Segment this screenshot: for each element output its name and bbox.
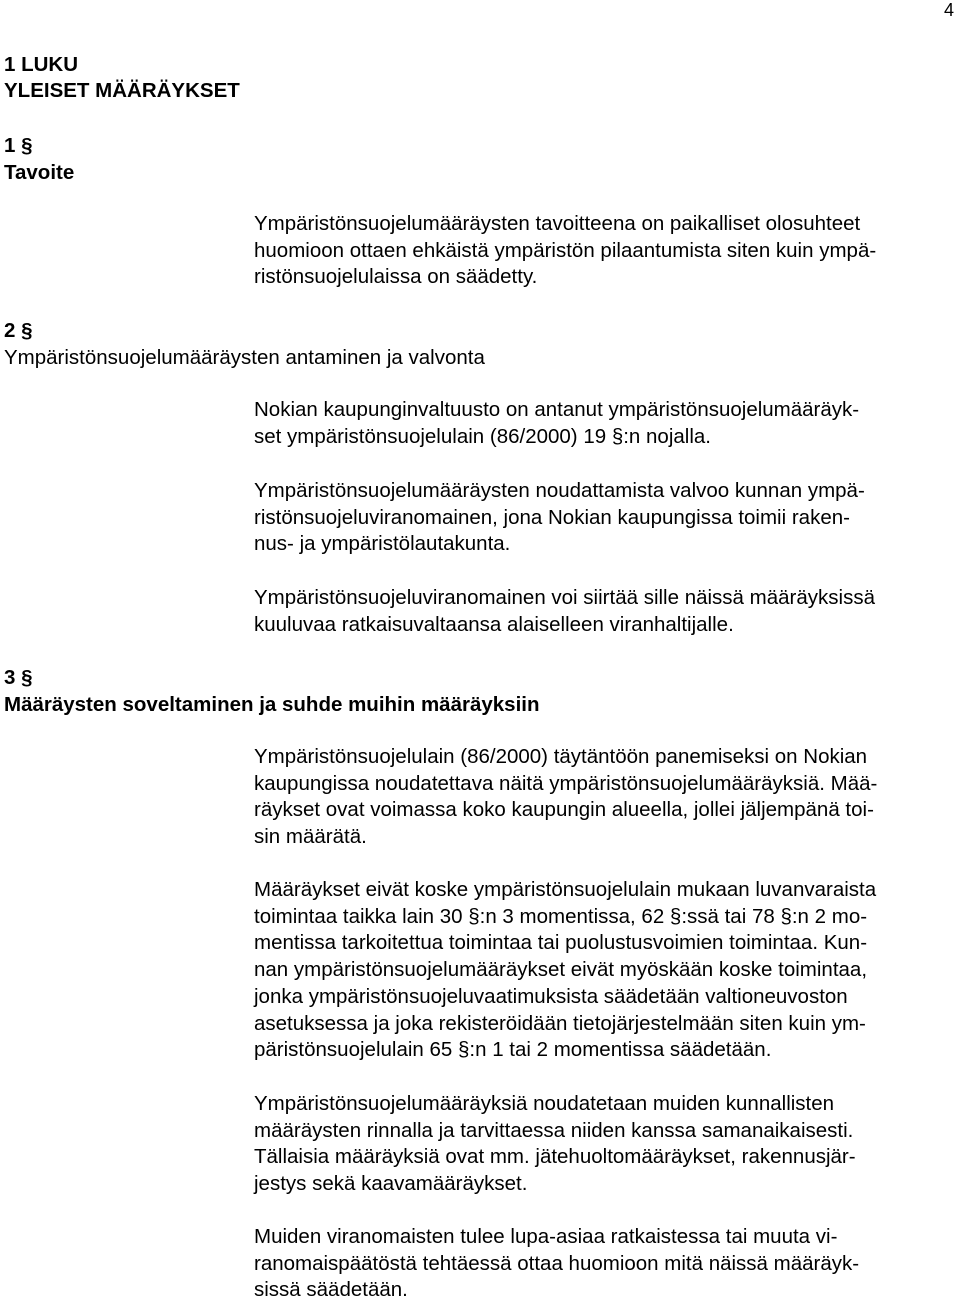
section-1-heading	[4, 132, 74, 186]
text-line: ranomaispäätöstä tehtäessä ottaa huomioon mitä näissä määräyk-	[254, 1251, 860, 1275]
section-2-paragraph-3	[254, 585, 875, 638]
section-3-heading	[4, 664, 539, 718]
text-line: toimintaa taikka lain 30 §:n 3 momentissa, 62 §:ssä tai 78 §:n 2 mo-	[254, 904, 868, 928]
section-3-paragraph-4	[254, 1224, 859, 1304]
chapter-number: 1 LUKU	[4, 53, 79, 76]
text-line: ristönsuojelulaissa on säädetty.	[254, 265, 538, 289]
text-line: Ympäristönsuojelumääräysten tavoitteena on paikalliset olosuhteet	[254, 212, 861, 235]
text-line: Ympäristönsuojelumääräyksiä noudatetaan muiden kunnallisten	[254, 1092, 835, 1115]
text-line: Määräykset eivät koske ympäristönsuojelulain mukaan luvanvaraista	[254, 878, 877, 901]
text-line: määräysten rinnalla ja tarvittaessa niiden kanssa samanaikaisesti.	[254, 1118, 854, 1142]
chapter-title: YLEISET MÄÄRÄYKSET	[4, 79, 240, 102]
section-number: 1 §	[4, 134, 33, 157]
text-line: huomioon ottaen ehkäistä ympäristön pilaantumista siten kuin ympä-	[254, 238, 877, 262]
text-line: asetuksessa ja joka rekisteröidään tietojärjestelmään siten kuin ym-	[254, 1011, 866, 1035]
section-number: 3 §	[4, 666, 33, 689]
text-line: mentissa tarkoitettua toimintaa tai puolustusvoimien toimintaa. Kun-	[254, 931, 868, 955]
text-line: räykset ovat voimassa koko kaupungin alueella, jollei jäljempänä toi-	[254, 798, 874, 822]
section-3-paragraph-2	[254, 877, 876, 1064]
text-line: jestys sekä kaavamääräykset.	[254, 1172, 528, 1196]
text-line: Tällaisia määräyksiä ovat mm. jätehuoltomääräykset, rakennusjär-	[254, 1145, 856, 1169]
text-line: Ympäristönsuojeluviranomainen voi siirtää sille näissä määräyksissä	[254, 586, 875, 609]
section-3-paragraph-3	[254, 1091, 856, 1198]
section-number: 2 §	[4, 319, 33, 342]
text-line: nus- ja ympäristölautakunta.	[254, 532, 511, 556]
text-line: set ympäristönsuojelulain (86/2000) 19 §:n nojalla.	[254, 424, 711, 448]
page-number: 4	[943, 0, 954, 20]
section-2-heading	[4, 317, 485, 371]
section-title: Määräysten soveltaminen ja suhde muihin määräyksiin	[4, 693, 540, 716]
text-line: kuuluvaa ratkaisuvaltaansa alaiselleen viranhaltijalle.	[254, 612, 734, 636]
text-line: sissä säädetään.	[254, 1278, 408, 1302]
section-2-paragraph-1	[254, 397, 859, 450]
text-line: jonka ympäristönsuojeluvaatimuksista säädetään valtioneuvoston	[254, 984, 848, 1008]
section-2-paragraph-2	[254, 478, 865, 558]
section-1-paragraph-1	[254, 211, 876, 291]
text-line: ristönsuojeluviranomainen, jona Nokian kaupungissa toimii raken-	[254, 505, 850, 529]
section-3-paragraph-1	[254, 744, 877, 851]
text-line: nan ympäristönsuojelumääräykset eivät myöskään koske toimintaa,	[254, 958, 868, 982]
text-line: Ympäristönsuojelulain (86/2000) täytäntöön panemiseksi on Nokian	[254, 745, 868, 768]
text-line: päristönsuojelulain 65 §:n 1 tai 2 momentissa säädetään.	[254, 1038, 772, 1062]
chapter-heading	[4, 52, 240, 104]
text-line: kaupungissa noudatettava näitä ympäristönsuojelumääräyksiä. Mää-	[254, 771, 878, 795]
text-line: Ympäristönsuojelumääräysten noudattamista valvoo kunnan ympä-	[254, 479, 865, 502]
text-line: Nokian kaupunginvaltuusto on antanut ympäristönsuojelumääräyk-	[254, 398, 860, 421]
text-line: sin määrätä.	[254, 825, 367, 849]
section-title: Ympäristönsuojelumääräysten antaminen ja valvonta	[4, 346, 485, 369]
section-title: Tavoite	[4, 161, 75, 184]
text-line: Muiden viranomaisten tulee lupa-asiaa ratkaistessa tai muuta vi-	[254, 1225, 838, 1248]
